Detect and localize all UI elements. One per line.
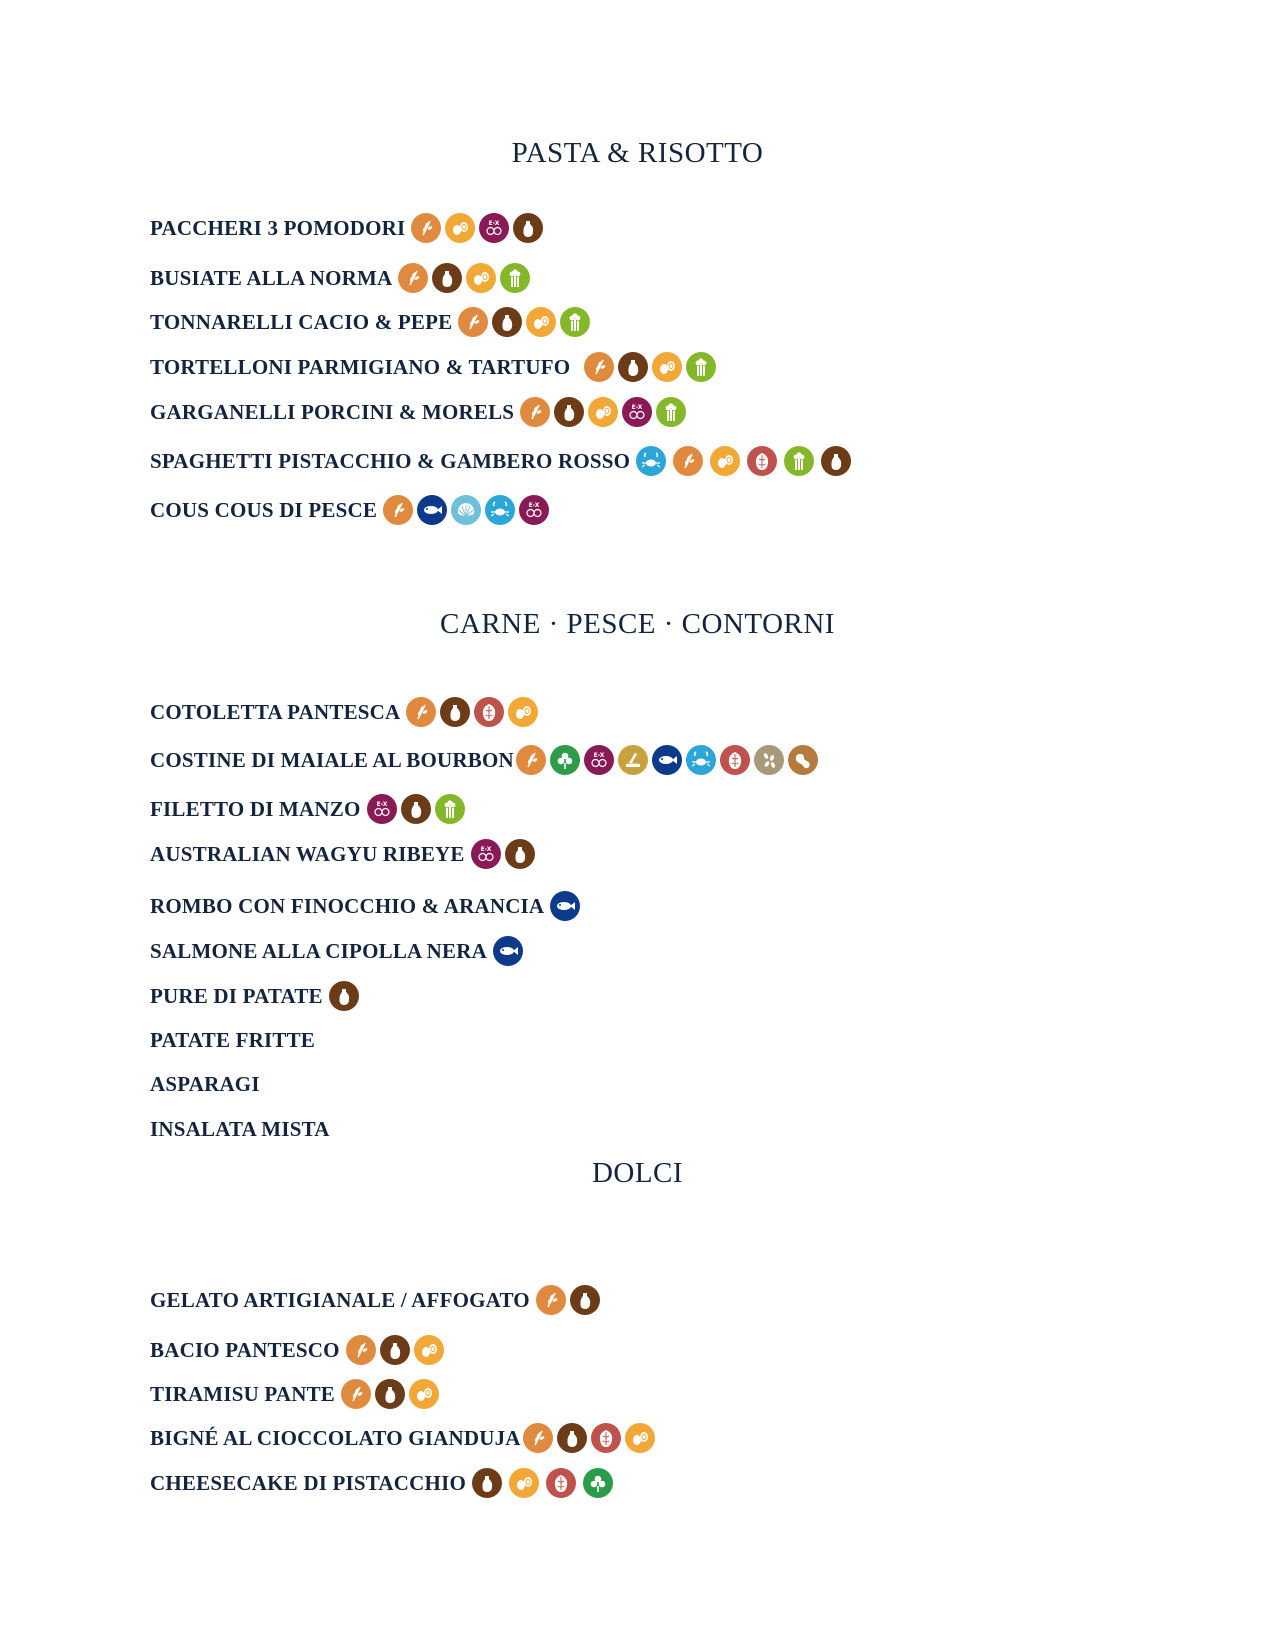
allergen-icons (411, 213, 543, 243)
milk-icon (492, 307, 522, 337)
milk-icon (513, 213, 543, 243)
menu-item (150, 395, 686, 429)
eggs-icon (509, 1468, 539, 1498)
menu-item (150, 350, 716, 384)
fish-icon (652, 745, 682, 775)
peanuts-icon (788, 745, 818, 775)
milk-icon (821, 446, 851, 476)
fish-icon (550, 891, 580, 921)
sulphites-icon (519, 495, 549, 525)
menu-item-name: BACIO PANTESCO (150, 1337, 340, 1362)
allergen-icons (636, 446, 851, 476)
svg-text:E-X: E-X (376, 801, 387, 808)
allergen-icons (406, 697, 538, 727)
allergen-icons (550, 891, 580, 921)
milk-icon (375, 1379, 405, 1409)
celery-icon (500, 263, 530, 293)
menu-item-name: GARGANELLI PORCINI & MORELS (150, 399, 515, 424)
allergen-icons (346, 1335, 444, 1365)
nuts-icon (474, 697, 504, 727)
celery-icon (656, 397, 686, 427)
allergen-icons (493, 936, 523, 966)
menu-item-name: COUS COUS DI PESCE (150, 497, 378, 522)
milk-icon (472, 1468, 502, 1498)
gluten-icon (406, 697, 436, 727)
milk-icon (380, 1335, 410, 1365)
allergen-icons (383, 495, 549, 525)
menu-item (150, 261, 530, 295)
menu-item-name: BUSIATE ALLA NORMA (150, 265, 393, 290)
fish-icon (417, 495, 447, 525)
gluten-icon (536, 1285, 566, 1315)
crustaceans-icon (636, 446, 666, 476)
svg-text:E-X: E-X (489, 220, 500, 227)
menu-item-name: FILETTO DI MANZO (150, 796, 361, 821)
gluten-icon (346, 1335, 376, 1365)
menu-item-name: INSALATA MISTA (150, 1116, 330, 1141)
section-title-pasta: PASTA & RISOTTO (511, 137, 764, 169)
section-title-carne: CARNE · PESCE · CONTORNI (440, 608, 835, 640)
menu-item (150, 1421, 655, 1455)
svg-text:E-X: E-X (593, 752, 605, 759)
eggs-icon (625, 1423, 655, 1453)
eggs-icon (508, 697, 538, 727)
menu-item-name: COTOLETTA PANTESCA (150, 699, 401, 724)
milk-icon (618, 352, 648, 382)
celery-icon (686, 352, 716, 382)
menu-item (150, 211, 543, 245)
menu-item (150, 1112, 336, 1146)
allergen-icons (520, 397, 686, 427)
sulphites-icon (622, 397, 652, 427)
lupin-icon (550, 745, 580, 775)
crustaceans-icon (686, 745, 716, 775)
gluten-icon (341, 1379, 371, 1409)
fish-icon (493, 936, 523, 966)
gluten-icon (411, 213, 441, 243)
menu-item-name: SALMONE ALLA CIPOLLA NERA (150, 938, 487, 963)
menu-item-name: TONNARELLI CACIO & PEPE (150, 309, 453, 334)
allergen-icons (341, 1379, 439, 1409)
allergen-icons (584, 352, 716, 382)
milk-icon (401, 794, 431, 824)
menu-item (150, 1377, 439, 1411)
gluten-icon (520, 397, 550, 427)
menu-item (150, 493, 549, 527)
menu-item (150, 743, 818, 777)
sulphites-icon (471, 839, 501, 869)
menu-item-name: BIGNÉ AL CIOCCOLATO GIANDUJA (150, 1425, 521, 1450)
allergen-icons (536, 1285, 600, 1315)
menu-item-name: COSTINE DI MAIALE AL BOURBON (150, 747, 514, 772)
allergen-icons (367, 794, 465, 824)
gluten-icon (523, 1423, 553, 1453)
milk-icon (505, 839, 535, 869)
milk-icon (554, 397, 584, 427)
allergen-icons (458, 307, 590, 337)
menu-item (150, 1333, 444, 1367)
lupin-icon (583, 1468, 613, 1498)
allergen-icons (472, 1468, 613, 1498)
celery-icon (560, 307, 590, 337)
eggs-icon (710, 446, 740, 476)
menu-item (150, 792, 465, 826)
milk-icon (570, 1285, 600, 1315)
eggs-icon (466, 263, 496, 293)
sesame-icon (754, 745, 784, 775)
menu-item-name: TIRAMISU PANTE (150, 1381, 336, 1406)
molluscs-icon (451, 495, 481, 525)
eggs-icon (588, 397, 618, 427)
menu-item-name: TORTELLONI PARMIGIANO & TARTUFO (150, 354, 571, 379)
menu-item-name: ROMBO CON FINOCCHIO & ARANCIA (150, 893, 545, 918)
eggs-icon (414, 1335, 444, 1365)
menu-item (150, 444, 851, 478)
eggs-icon (445, 213, 475, 243)
sulphites-icon (584, 745, 614, 775)
gluten-icon (383, 495, 413, 525)
menu-item-name: PATATE FRITTE (150, 1027, 315, 1052)
milk-icon (329, 981, 359, 1011)
sulphites-icon (367, 794, 397, 824)
allergen-icons (523, 1423, 655, 1453)
menu-item (150, 979, 359, 1013)
allergen-icons (329, 981, 359, 1011)
gluten-icon (398, 263, 428, 293)
menu-item-name: AUSTRALIAN WAGYU RIBEYE (150, 841, 465, 866)
menu-item (150, 305, 590, 339)
eggs-icon (652, 352, 682, 382)
menu-item-name: ASPARAGI (150, 1071, 260, 1096)
gluten-icon (516, 745, 546, 775)
gluten-icon (673, 446, 703, 476)
menu-item (150, 1466, 613, 1500)
allergen-icons (471, 839, 535, 869)
menu-item (150, 889, 580, 923)
menu-item-name: CHEESECAKE DI PISTACCHIO (150, 1470, 466, 1495)
menu-item (150, 934, 523, 968)
menu-item (150, 1067, 266, 1101)
nuts-icon (747, 446, 777, 476)
menu-item-name: PACCHERI 3 POMODORI (150, 215, 406, 240)
celery-icon (435, 794, 465, 824)
nuts-icon (720, 745, 750, 775)
menu-item-name: SPAGHETTI PISTACCHIO & GAMBERO ROSSO (150, 448, 631, 473)
mustard-icon (618, 745, 648, 775)
menu-item (150, 1023, 321, 1057)
sulphites-icon (479, 213, 509, 243)
menu-item-name: GELATO ARTIGIANALE / AFFOGATO (150, 1287, 530, 1312)
milk-icon (557, 1423, 587, 1453)
eggs-icon (409, 1379, 439, 1409)
celery-icon (784, 446, 814, 476)
milk-icon (440, 697, 470, 727)
allergen-icons (516, 745, 818, 775)
milk-icon (432, 263, 462, 293)
menu-item (150, 837, 535, 871)
gluten-icon (584, 352, 614, 382)
svg-text:E-X: E-X (631, 404, 643, 411)
nuts-icon (591, 1423, 621, 1453)
nuts-icon (546, 1468, 576, 1498)
menu-item-name: PURE DI PATATE (150, 983, 323, 1008)
svg-text:E-X: E-X (480, 846, 491, 853)
section-title-dolci: DOLCI (591, 1157, 684, 1189)
menu-item (150, 1283, 600, 1317)
svg-text:E-X: E-X (528, 502, 540, 509)
menu-item (150, 695, 538, 729)
eggs-icon (526, 307, 556, 337)
crustaceans-icon (485, 495, 515, 525)
allergen-icons (398, 263, 530, 293)
gluten-icon (458, 307, 488, 337)
